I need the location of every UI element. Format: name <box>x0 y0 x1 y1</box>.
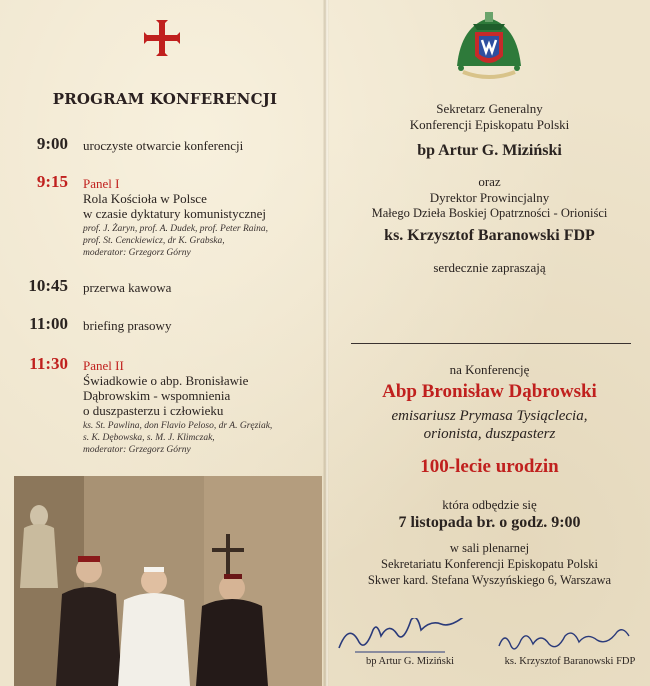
panel-title-line: w czasie dyktatury komunistycznej <box>83 206 267 221</box>
signature-1-icon <box>335 618 485 658</box>
speakers-line: ks. St. Pawlina, don Flavio Peloso, dr A. Gręziak, <box>83 421 273 431</box>
event-date: 7 listopada br. o godz. 9:00 <box>398 514 581 531</box>
schedule-item-panel1 <box>83 176 318 259</box>
signature-2-name: ks. Krzysztof Baranowski FDP <box>504 656 636 667</box>
photo-illustration <box>14 476 322 686</box>
time-label: 10:45 <box>28 276 68 295</box>
signature-2-icon <box>495 626 645 658</box>
moderator: moderator: Grzegorz Górny <box>83 248 191 258</box>
speakers-line: prof. St. Cenckiewicz, dr K. Grabska, <box>83 236 225 246</box>
text-line: oraz <box>478 174 501 189</box>
text-line: która odbędzie się <box>442 497 537 512</box>
time-label: 11:30 <box>29 354 68 373</box>
schedule-item-title: przerwa kawowa <box>83 280 172 295</box>
historical-photo <box>14 476 322 686</box>
text-line: Dyrektor Prowincjalny <box>429 190 550 205</box>
divider <box>351 343 631 344</box>
panel-title-line: Świadkowie o abp. Bronisławie <box>83 373 249 388</box>
panel-title-line: Dąbrowskim - wspomnienia <box>83 388 231 403</box>
text-line: Małego Dzieła Boskiej Opatrzności - Orioniści <box>371 206 608 220</box>
venue-line: w sali plenarnej <box>449 541 530 555</box>
host-name-2: ks. Krzysztof Baranowski FDP <box>384 227 595 244</box>
schedule-item-panel2 <box>83 358 318 456</box>
honoree-name: Abp Bronisław Dąbrowski <box>382 381 597 402</box>
host-name-1: bp Artur G. Miziński <box>417 142 562 159</box>
panel-title-line: Rola Kościoła w Polsce <box>83 191 207 206</box>
text-line: na Konferencję <box>449 362 530 377</box>
speakers-line: s. K. Dębowska, s. M. J. Klimczak, <box>83 433 215 443</box>
anniversary: 100-lecie urodzin <box>420 456 559 477</box>
panel-label: Panel II <box>83 358 124 373</box>
right-panel <box>329 0 650 686</box>
time-label: 9:00 <box>36 134 68 153</box>
text-line: Sekretarz Generalny <box>436 101 543 116</box>
moderator: moderator: Grzegorz Górny <box>83 445 191 455</box>
panel-title-line: o duszpasterzu i człowieku <box>83 403 224 418</box>
venue-line: Skwer kard. Stefana Wyszyńskiego 6, Warszawa <box>367 573 612 587</box>
speakers-line: prof. J. Żaryn, prof. A. Dudek, prof. Peter Raina, <box>83 224 269 234</box>
schedule-item-title: briefing prasowy <box>83 318 172 333</box>
venue-line: Sekretariatu Konferencji Episkopatu Polski <box>381 557 598 571</box>
honoree-subtitle: orionista, duszpasterz <box>423 426 556 442</box>
time-label: 11:00 <box>29 314 68 333</box>
time-label: 9:15 <box>36 172 68 191</box>
program-title: PROGRAM KONFERENCJI <box>52 90 278 108</box>
panel-label: Panel I <box>83 176 120 191</box>
red-cross-icon <box>142 18 182 58</box>
honoree-subtitle: emisariusz Prymasa Tysiąclecia, <box>391 408 588 424</box>
invite-line: serdecznie zapraszają <box>433 260 546 275</box>
text-line: Konferencji Episkopatu Polski <box>409 117 570 132</box>
coat-of-arms-icon <box>449 6 529 86</box>
signature-1-name: bp Artur G. Miziński <box>365 656 455 667</box>
schedule-item-title: uroczyste otwarcie konferencji <box>83 138 244 153</box>
